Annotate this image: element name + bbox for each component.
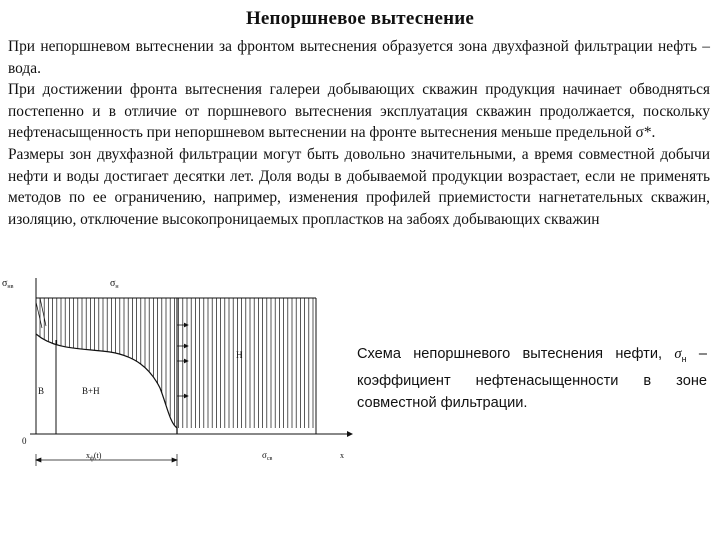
zone-water-label: В bbox=[38, 386, 45, 396]
caption-lead: Схема непоршневого вытеснения нефти, bbox=[357, 346, 663, 362]
figure-caption bbox=[357, 343, 707, 414]
x-axis-label: x bbox=[340, 451, 344, 460]
paragraph-2: При достижении фронта вытеснения галереи добывающих скважин продукция начинает обводняться постепенно и в отличие от поршневого вытеснения эксплуатация скважин продолжается, поскольку нефтенасыщенность при непоршневом вытеснении на фронте вытеснения меньше предельной σ*. bbox=[8, 81, 710, 142]
paragraph-3: Размеры зон двухфазной фильтрации могут быть довольно значительными, а время совместной добычи нефти и воды достигает десятки лет. Доля воды в добываемой продукции возрастает, если не применять методов по ее ограничению, например, изменения профилей приемистости нагнетательных скважин, изоляцию, отключение высокопроницаемых пропластков на забоях добывающих скважин bbox=[8, 145, 710, 228]
saturation-curve bbox=[36, 334, 177, 434]
zone-mixed-label: В+Н bbox=[82, 386, 100, 396]
sigma-nv-label: $\sigma_{нв}$ bbox=[2, 278, 14, 290]
front-position-label: $x_ф(t)$ bbox=[86, 451, 102, 462]
body-text bbox=[8, 36, 710, 230]
displacement-diagram bbox=[0, 268, 360, 468]
sigma-sv-label: $\sigma_{св}$ bbox=[262, 450, 273, 462]
front-dimension bbox=[36, 454, 177, 466]
origin-label: 0 bbox=[22, 436, 27, 446]
zone-oil-label: Н bbox=[236, 350, 243, 360]
caption-sigma: σ bbox=[674, 346, 682, 362]
caption-sigma-sub: н bbox=[681, 353, 687, 364]
slide-title: Непоршневое вытеснение bbox=[245, 8, 475, 29]
paragraph-1: При непоршневом вытеснении за фронтом вытеснения образуется зона двухфазной фильтрации нефть – вода. bbox=[8, 38, 710, 77]
sigma-n-label: $\sigma_н$ bbox=[110, 278, 119, 290]
caption-tail: – коэффициент нефтенасыщенности в зоне совместной фильтрации. bbox=[357, 346, 708, 411]
